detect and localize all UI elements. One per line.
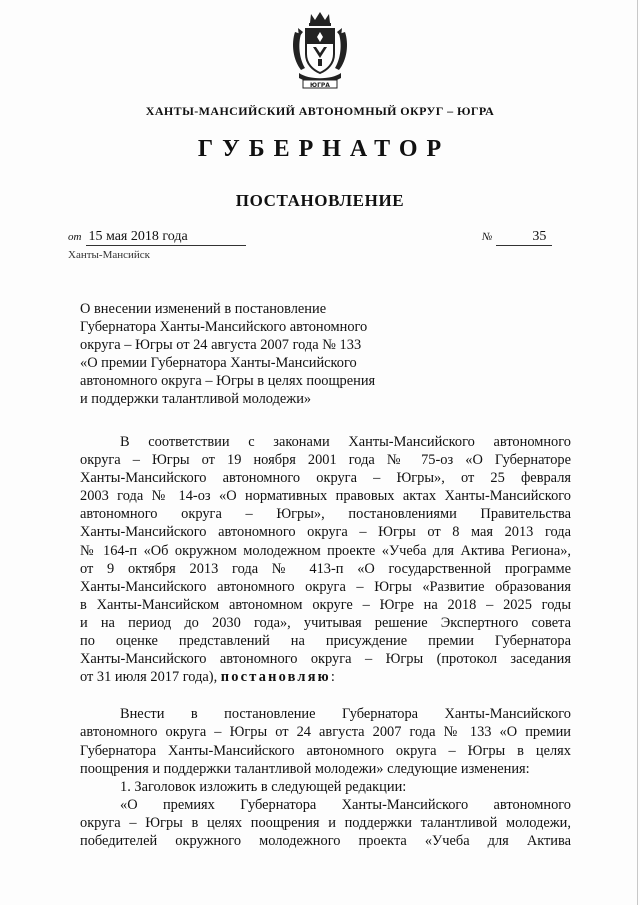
subject-line: автономного округа – Югры в целях поощрения xyxy=(80,373,376,389)
date-row xyxy=(68,229,246,246)
document-body xyxy=(80,433,571,850)
decree-colon: : xyxy=(330,669,335,686)
body-line: Ханты-Мансийского автономного округа – Югры (протокол заседания xyxy=(80,651,571,668)
body-line: Ханты-Мансийского автономного округа – Югры», от 25 февраля xyxy=(80,470,571,487)
document-subject xyxy=(80,300,420,408)
body-line: округа – Югры от 19 ноября 2001 года № 75-оз «О Губернаторе xyxy=(80,452,571,469)
body-line: в Ханты-Мансийском автономном округе – Югре на 2018 – 2025 годы xyxy=(80,596,571,613)
region-title: ХАНТЫ-МАНСИЙСКИЙ АВТОНОМНЫЙ ОКРУГ – ЮГРА xyxy=(145,104,495,118)
coat-of-arms-emblem xyxy=(289,10,351,92)
subject-line: «О премии Губернатора Ханты-Мансийского xyxy=(80,355,357,371)
paragraph-gap xyxy=(80,686,571,705)
number-row xyxy=(482,229,552,246)
subject-line: и поддержки талантливой молодежи» xyxy=(80,391,312,407)
quote-line: победителей окружного молодежного проекта «Учеба для Актива xyxy=(80,832,571,849)
body-line: 2003 года № 14-оз «О нормативных правовых актах Ханты-Мансийского xyxy=(80,488,571,505)
subject-line: округа – Югры от 24 августа 2007 года № 133 xyxy=(80,337,362,353)
body-line-text: от 31 июля 2017 года), xyxy=(80,669,218,686)
body-line: Внести в постановление Губернатора Ханты-Мансийского xyxy=(120,706,571,723)
document-type-title: ПОСТАНОВЛЕНИЕ xyxy=(235,191,405,210)
body-line: и на период до 2030 года», учитывая решение Экспертного совета xyxy=(80,614,571,631)
document-number: 35 xyxy=(496,229,552,246)
quote-line: округа – Югры в целях поощрения и поддержки талантливой молодежи, xyxy=(80,814,571,831)
subject-line: О внесении изменений в постановление xyxy=(80,301,327,317)
body-line: автономного округа – Югры», постановлениями Правительства xyxy=(80,506,571,523)
item-one: 1. Заголовок изложить в следующей редакции: xyxy=(120,778,407,795)
body-line: автономного округа – Югры от 24 августа 2007 года № 133 «О премии xyxy=(80,724,571,741)
subject-line: Губернатора Ханты-Мансийского автономного xyxy=(80,319,368,335)
date-prefix: от xyxy=(68,231,82,243)
body-line-last: поощрения и поддержки талантливой молодежи» следующие изменения: xyxy=(80,760,530,777)
body-line: Ханты-Мансийского автономного округа – Югры от 8 мая 2013 года xyxy=(80,524,571,541)
governor-title: ГУБЕРНАТОР xyxy=(197,136,451,162)
body-line-last xyxy=(80,668,571,686)
body-line: по оценке представлений на присуждение премии Губернатора xyxy=(80,633,571,650)
document-date: 15 мая 2018 года xyxy=(86,229,246,246)
body-line: В соответствии с законами Ханты-Мансийского автономного xyxy=(120,434,571,450)
body-line: Ханты-Мансийского автономного округа – Югры «Развитие образования xyxy=(80,578,571,595)
body-line: от 9 октября 2013 года № 413-п «О государственной программе xyxy=(80,560,571,577)
number-prefix: № xyxy=(482,231,493,243)
emblem-caption: ЮГРА xyxy=(310,82,330,89)
decree-word: постановляю xyxy=(220,669,331,686)
body-line: № 164-п «Об окружном молодежном проекте «Учеба для Актива Региона», xyxy=(80,542,571,559)
document-city: Ханты-Мансийск xyxy=(68,249,151,261)
body-line: Губернатора Ханты-Мансийского автономного округа – Югры в целях xyxy=(80,742,571,759)
quote-line: «О премиях Губернатора Ханты-Мансийского автономного xyxy=(120,796,571,813)
